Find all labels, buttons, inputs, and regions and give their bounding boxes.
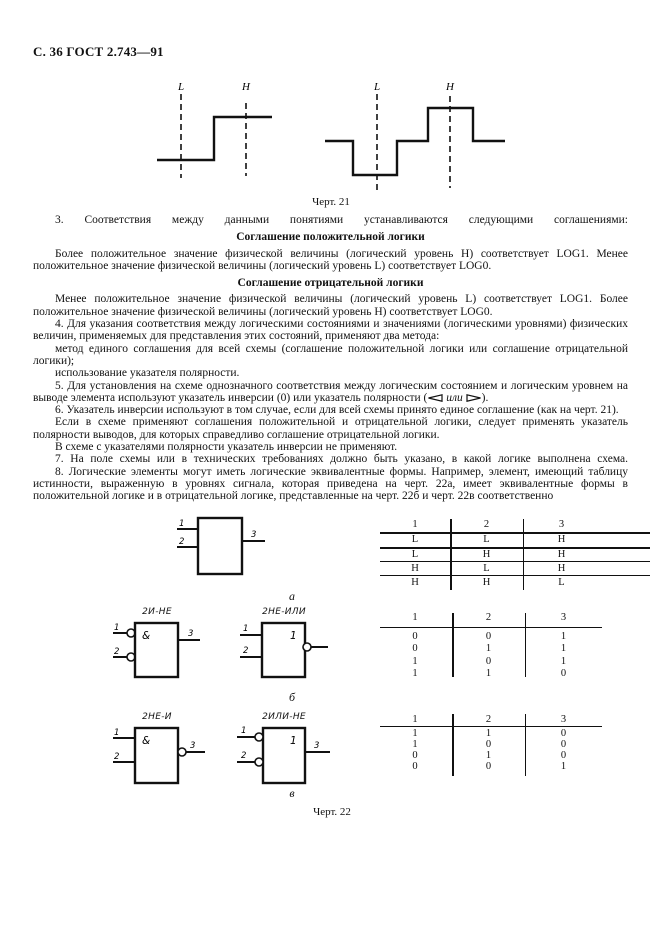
gate-box	[263, 728, 305, 783]
table-cell: 0	[560, 668, 567, 679]
table-cell: 0	[412, 643, 418, 654]
gate-c-nand	[113, 728, 205, 783]
inversion-bubble-icon	[178, 748, 186, 756]
table-cell: 1	[560, 656, 567, 667]
pin-label: 2	[114, 752, 120, 762]
fig22-sub-c: в	[289, 786, 295, 800]
gate-title-nor-b: 2НЕ-ИЛИ	[262, 607, 306, 617]
polarity-indicator-right-icon	[466, 394, 482, 402]
gate-title-nand-b: 2И-НЕ	[142, 607, 172, 617]
table-cell: 1	[412, 668, 418, 679]
fig21-waveforms	[140, 78, 520, 198]
paragraph-4-method-1: метод единого соглашения для всей схемы (соглашение положительной логики или соглашение отрицательной логики);	[33, 342, 628, 367]
table-cell: 1	[485, 643, 492, 654]
table-cell: H	[411, 577, 419, 588]
pin-label: 1	[114, 728, 120, 738]
table-cell: 0	[412, 631, 418, 642]
table-cell: H	[482, 577, 491, 588]
pin-label: 2	[241, 751, 247, 761]
table-cell: 0	[560, 739, 567, 750]
and-symbol: &	[142, 735, 151, 747]
paragraph-5-or: или	[446, 391, 463, 404]
table-cell: 1	[412, 656, 418, 667]
table-cell: 1	[485, 750, 492, 761]
level-label-H: H	[446, 81, 454, 93]
gate-a-box	[198, 518, 242, 574]
table-cell: 0	[485, 656, 492, 667]
table-cell: H	[482, 549, 491, 560]
table-cell: H	[557, 534, 566, 545]
table-cell: L	[411, 549, 419, 560]
and-symbol: &	[142, 630, 151, 642]
table-column-rule	[452, 714, 454, 776]
fig22-caption: Черт. 22	[313, 806, 351, 818]
table-cell: 0	[485, 631, 492, 642]
gate-c-nor	[237, 726, 330, 783]
heading-positive-logic: Соглашение положительной логики	[236, 231, 425, 244]
pin-label: 3	[314, 741, 320, 751]
pin-label: 1	[114, 623, 120, 633]
gate-box	[262, 623, 305, 677]
table-cell: 1	[412, 728, 418, 739]
pin-label: 2	[179, 537, 185, 547]
table-cell: H	[557, 549, 566, 560]
body-text	[33, 214, 628, 503]
heading-negative-logic: Соглашение отрицательной логики	[237, 277, 424, 290]
paragraph-positive-logic: Более положительное значение физической величины (логический уровень H) соответствует LOG1. Менее положительное значение физической величины (логический уровень L) соответствует LOG0.	[33, 247, 628, 272]
table-header-cell: 1	[412, 714, 418, 725]
paragraph-4-method-2: использование указателя полярности.	[55, 367, 240, 380]
paragraph-3: 3. Соответствия между данными понятиями устанавливаются следующими соглашениями:	[55, 214, 628, 226]
gate-title-nand-c: 2НЕ-И	[142, 712, 172, 722]
table-cell: L	[483, 534, 490, 545]
table-header-cell: 3	[558, 519, 565, 530]
gate-b-nor	[240, 623, 328, 677]
table-cell: 0	[412, 761, 418, 772]
pin-label: 2	[243, 646, 249, 656]
table-cell: 0	[485, 761, 492, 772]
inversion-bubble-icon	[255, 733, 263, 741]
fig21-caption: Черт. 21	[312, 196, 350, 208]
table-cell: H	[411, 563, 419, 574]
table-header-cell: 1	[412, 612, 418, 623]
table-cell: L	[411, 534, 419, 545]
pin-label: 2	[114, 647, 120, 657]
table-cell: 1	[560, 761, 567, 772]
table-cell: 0	[560, 728, 567, 739]
paragraph-7: 7. На поле схемы или в технических требованиях должно быть указано, в какой логике выполнена схема.	[55, 453, 628, 466]
page-header: С. 36 ГОСТ 2.743—91	[33, 44, 164, 59]
table-cell: 1	[560, 631, 567, 642]
paragraph-6-cont-2: В схеме с указателями полярности указатель инверсии не применяют.	[55, 441, 398, 454]
paragraph-5-end: ).	[481, 391, 489, 404]
table-header-cell: 2	[483, 519, 490, 530]
table-cell: L	[483, 563, 490, 574]
or-symbol: 1	[290, 735, 297, 747]
table-header-cell: 3	[560, 714, 567, 725]
gate-a	[177, 518, 265, 574]
table-cell: 1	[485, 668, 492, 679]
polarity-indicator-left-icon	[427, 394, 443, 402]
table-column-rule	[452, 613, 454, 677]
fig22-sub-a: а	[289, 589, 295, 603]
table-header-cell: 1	[412, 519, 418, 530]
paragraph-4: 4. Для указания соответствия между логическими состояниями и значениями (логическими уровнями) физических величин, применяемых для представления этих состояний, применяют два метода:	[33, 318, 628, 343]
paragraph-negative-logic: Менее положительное значение физической величины (логический уровень L) соответствует LOG1. Более положительное значение физической величины (логический уровень H) соответствует LOG0.	[33, 293, 628, 318]
table-column-rule	[525, 613, 526, 677]
paragraph-8: 8. Логические элементы могут иметь логические эквивалентные формы. Например, элемент, имеющий таблицу истинности, выраженную в уровнях сигнала, которая приведена на черт. 22а, имеет эквивалентные формы в положительной логике и в отрицательной логике, представленные на черт. 22б и черт. 22в соответственно	[33, 465, 628, 503]
level-label-H: H	[242, 81, 250, 93]
table-header-cell: 3	[560, 612, 567, 623]
paragraph-6: 6. Указатель инверсии используют в том случае, если для всей схемы принято единое соглашение (как на черт. 21).	[55, 404, 619, 417]
waveform-step	[157, 117, 272, 160]
truth-table-a	[380, 518, 650, 590]
table-column-rule	[525, 714, 526, 776]
truth-table-b	[380, 611, 650, 679]
level-label-L: L	[373, 81, 381, 93]
gate-title-nor-c: 2ИЛИ-НЕ	[262, 712, 306, 722]
level-label-L: L	[177, 81, 185, 93]
table-header-cell: 2	[485, 612, 492, 623]
pin-label: 3	[251, 530, 257, 540]
waveform-pulses	[325, 108, 505, 175]
table-cell: 0	[412, 750, 418, 761]
paragraph-6-cont-1: Если в схеме применяют соглашения положительной и отрицательной логики, следует применять указатель полярности выводов, для которых справедливо соглашение отрицательной логики.	[33, 416, 628, 441]
table-header-cell: 2	[485, 714, 492, 725]
pin-label: 1	[241, 726, 247, 736]
table-cell: H	[557, 563, 566, 574]
table-rule	[380, 627, 602, 628]
truth-table-c	[380, 713, 650, 777]
table-cell: 0	[560, 750, 567, 761]
pin-label: 3	[188, 629, 194, 639]
table-column-rule	[450, 519, 452, 590]
pin-label: 3	[190, 741, 196, 751]
table-cell: 1	[485, 728, 492, 739]
table-column-rule	[523, 519, 524, 590]
or-symbol: 1	[290, 630, 297, 642]
inversion-bubble-icon	[303, 643, 311, 651]
inversion-bubble-icon	[255, 758, 263, 766]
pin-label: 1	[243, 624, 249, 634]
table-cell: 1	[560, 643, 567, 654]
table-cell: 1	[412, 739, 418, 750]
pin-label: 1	[179, 519, 185, 529]
paragraph-5-text: 5. Для установления на схеме однозначного соответствия между логическим состоянием и логическим уровнем на выводе элемента используют указатель инверсии (0) или указатель полярности (	[33, 379, 628, 404]
table-cell: L	[558, 577, 565, 588]
fig22-gates	[100, 510, 360, 810]
paragraph-5	[33, 380, 628, 405]
fig22-sub-b: б	[288, 690, 296, 704]
table-rule	[380, 726, 602, 727]
gate-b-nand	[113, 623, 200, 677]
table-cell: 0	[485, 739, 492, 750]
